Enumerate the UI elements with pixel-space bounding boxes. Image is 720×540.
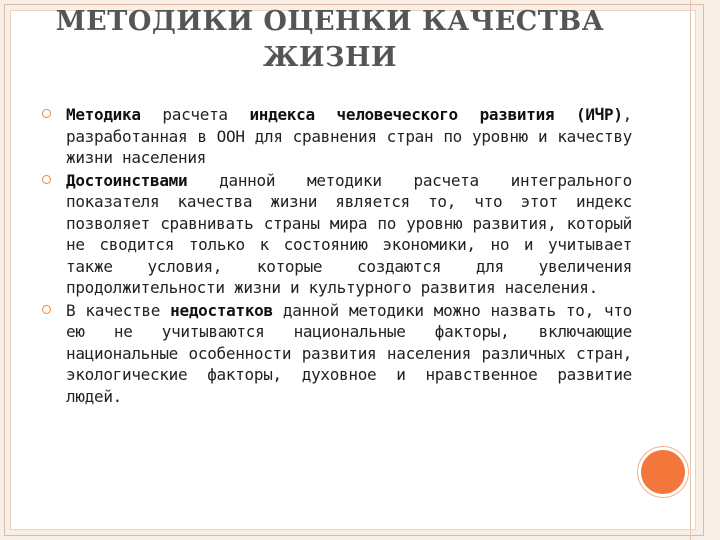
bullet-list [36, 104, 632, 408]
title-line-2: ЖИЗНИ [263, 42, 397, 73]
list-item [36, 104, 632, 169]
item-text [66, 300, 632, 408]
bullet-circle-icon [42, 305, 51, 314]
item-plain: расчета [140, 105, 250, 124]
item-text [66, 170, 632, 299]
item-plain: данной методики можно назвать то, что ею не учитываются национальные факторы, включающие национальные особенности развития населения различных стран, экологические факторы, духовное и нравственное развитие людей. [66, 300, 632, 406]
list-item [36, 300, 632, 408]
item-bold: индекса человеческого развития (ИЧР) [249, 105, 623, 124]
title-line-1: МЕТОДИКИ ОЦЕНКИ КАЧЕСТВА [55, 6, 605, 37]
item-text [66, 104, 632, 169]
list-item [36, 170, 632, 299]
item-plain: В качестве [66, 300, 171, 320]
item-plain: , разработанная в ООН для сравнения стран по уровню и качеству жизни населения [66, 105, 632, 167]
decorative-vertical-line [690, 0, 691, 540]
item-plain: данной методики расчета интегрального показателя качества жизни является то, что этот индекс позволяет сравнивать страны мира по уровню развития, который не сводится только к состоянию экономики, но и учитывает также условия, которые создаются для увеличения продолжительности жизни и культурного развития населения. [66, 170, 632, 297]
decorative-circle [641, 450, 685, 494]
item-bold: недостатков [170, 300, 273, 320]
item-bold: Достоинствами [66, 170, 188, 190]
bullet-circle-icon [42, 109, 51, 118]
bullet-circle-icon [42, 175, 51, 184]
slide-title [30, 4, 630, 76]
item-bold: Методика [66, 105, 141, 124]
